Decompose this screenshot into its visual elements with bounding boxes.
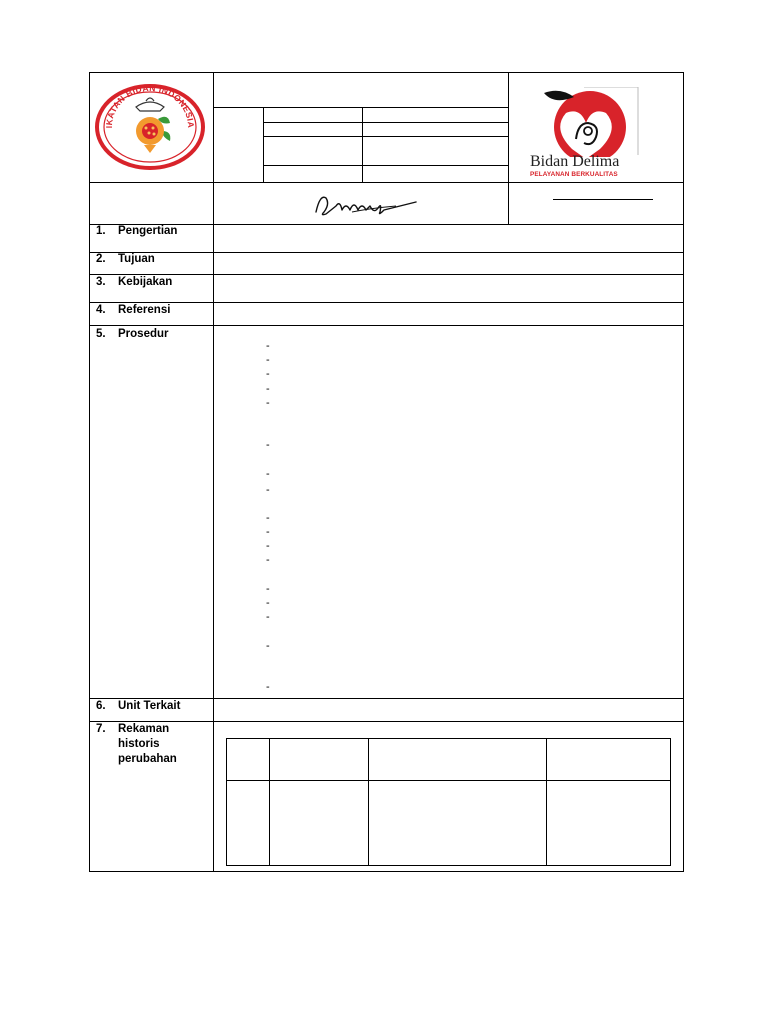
header-right-divider bbox=[508, 72, 509, 225]
procedure-bullet: - bbox=[266, 484, 270, 496]
row-line bbox=[89, 224, 684, 225]
section-label-rekaman: 7. Rekaman bbox=[96, 723, 170, 735]
section-label-kebijakan: 3. Kebijakan bbox=[96, 276, 173, 288]
procedure-bullet: - bbox=[266, 640, 270, 652]
header-inner-line bbox=[263, 136, 508, 137]
procedure-bullet: - bbox=[266, 383, 270, 395]
signature bbox=[312, 192, 420, 218]
procedure-bullet: - bbox=[266, 681, 270, 693]
procedure-bullet: - bbox=[266, 397, 270, 409]
history-table-col-line bbox=[269, 738, 270, 866]
procedure-bullet: - bbox=[266, 526, 270, 538]
section-label-referensi: 4. Referensi bbox=[96, 304, 171, 316]
procedure-bullet: - bbox=[266, 512, 270, 524]
left-logo-text: IKATAN BIDAN INDONESIA bbox=[103, 83, 197, 129]
history-table bbox=[226, 738, 671, 866]
row-line bbox=[89, 302, 684, 303]
section-label-rekaman-line2: historis bbox=[118, 738, 160, 750]
header-inner-line bbox=[263, 107, 264, 182]
header-inner-line bbox=[263, 122, 508, 123]
procedure-bullet: - bbox=[266, 468, 270, 480]
right-logo-subtitle: PELAYANAN BERKUALITAS bbox=[530, 171, 618, 178]
procedure-bullet: - bbox=[266, 540, 270, 552]
history-table-col-line bbox=[546, 738, 547, 866]
procedure-bullet: - bbox=[266, 554, 270, 566]
procedure-bullet: - bbox=[266, 439, 270, 451]
section-label-prosedur: 5. Prosedur bbox=[96, 328, 169, 340]
procedure-bullet: - bbox=[266, 340, 270, 352]
bidan-delima-logo bbox=[530, 87, 640, 179]
row-line bbox=[89, 252, 684, 253]
row-line bbox=[89, 721, 684, 722]
procedure-bullet: - bbox=[266, 354, 270, 366]
right-logo-title: Bidan Delima bbox=[530, 153, 620, 170]
section-label-tujuan: 2. Tujuan bbox=[96, 253, 155, 265]
row-line bbox=[89, 325, 684, 326]
history-table-header-line bbox=[226, 780, 671, 781]
procedure-bullet: - bbox=[266, 597, 270, 609]
header-inner-line bbox=[362, 107, 363, 182]
procedure-bullet: - bbox=[266, 611, 270, 623]
header-inner-line bbox=[263, 165, 508, 166]
section-label-rekaman-line3: perubahan bbox=[118, 753, 177, 765]
row-line bbox=[89, 182, 684, 183]
section-label-pengertian: 1. Pengertian bbox=[96, 225, 178, 237]
row-line bbox=[89, 274, 684, 275]
history-table-col-line bbox=[368, 738, 369, 866]
ikatan-bidan-indonesia-logo bbox=[94, 83, 206, 171]
procedure-bullet: - bbox=[266, 368, 270, 380]
date-underline bbox=[553, 199, 653, 200]
section-label-unit-terkait: 6. Unit Terkait bbox=[96, 700, 181, 712]
header-inner-line bbox=[213, 107, 508, 108]
label-column-divider bbox=[213, 72, 214, 872]
procedure-bullet: - bbox=[266, 583, 270, 595]
